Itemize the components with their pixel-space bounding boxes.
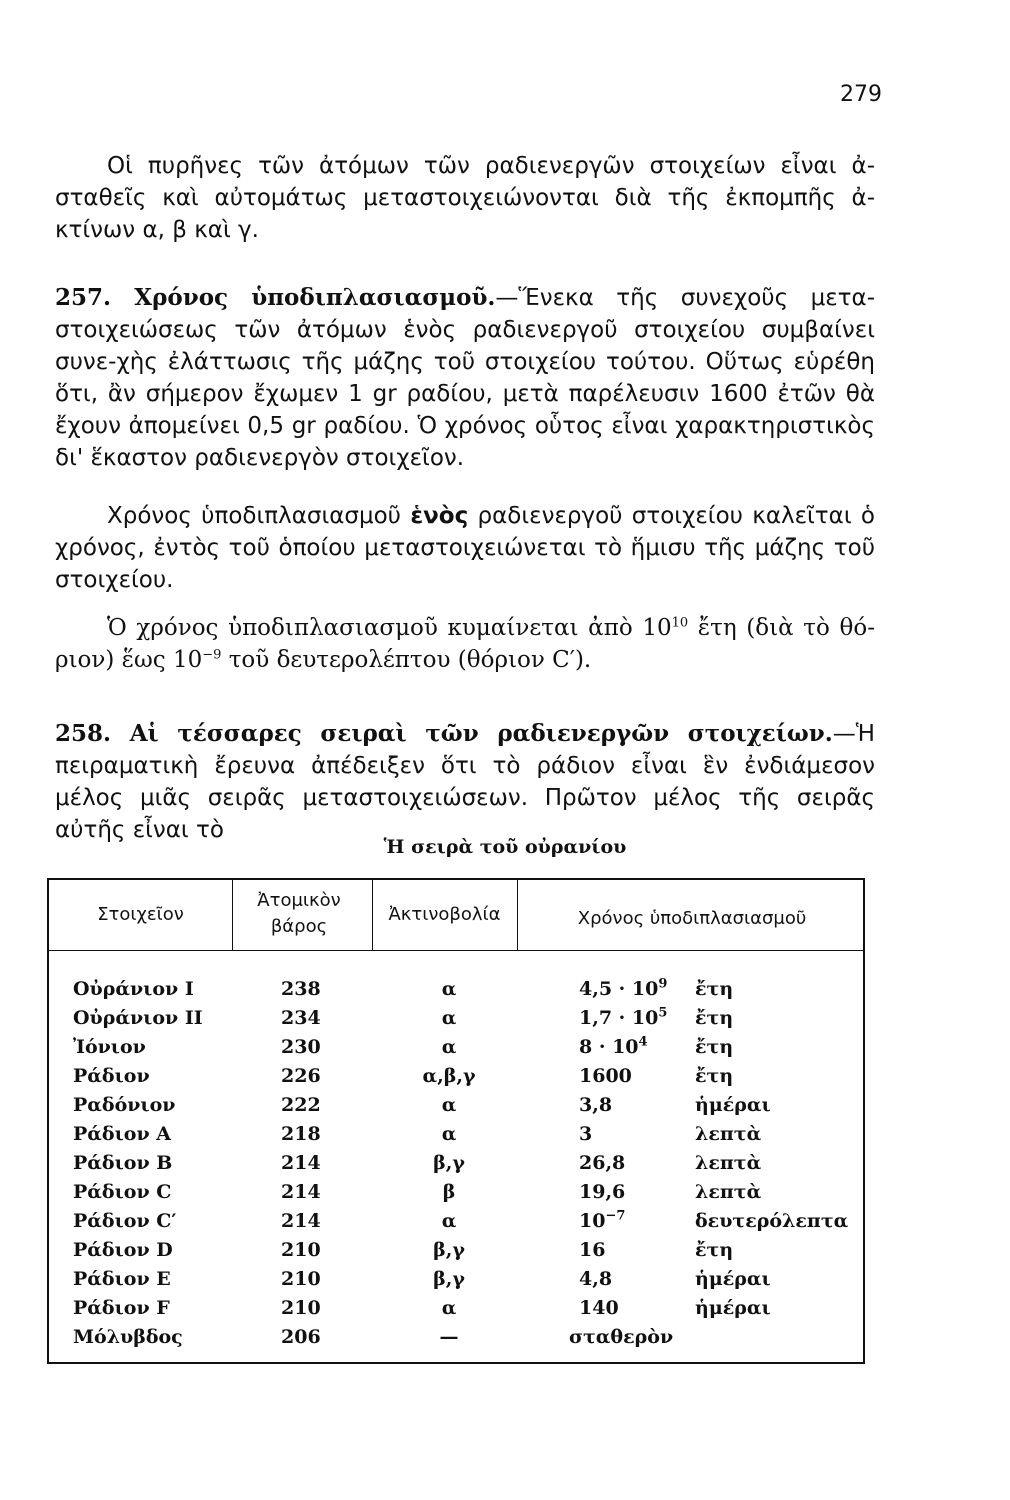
atomic-weight: 218 xyxy=(281,1123,321,1145)
section-257-heading: 257. Χρόνος ὑποδιπλασιασμοῦ. xyxy=(55,284,496,311)
half-life-unit: ἔτη xyxy=(695,1239,734,1261)
radiation-type: β,γ xyxy=(433,1268,465,1290)
definition-term: Χρόνος ὑποδιπλασιασμοῦ xyxy=(107,503,411,529)
half-life-unit: λεπτὰ xyxy=(695,1181,762,1203)
half-life-value: 3 xyxy=(579,1123,593,1145)
header-element: Στοιχεῖον xyxy=(97,904,184,925)
table-row xyxy=(49,978,867,1007)
element-name: Οὐράνιον I xyxy=(73,978,194,1000)
range-sup1: 10 xyxy=(671,615,689,631)
atomic-weight: 226 xyxy=(281,1065,321,1087)
radiation-type: — xyxy=(439,1326,459,1348)
section-257-body: —Ἕνεκα τῆς συνεχοῦς μετα-στοιχειώσεως τῶν ἀτόμων ἑνὸς ραδιενεργοῦ στοιχείου συμβαίνει συνε-χὴς ἐλάττωσις τῆς μάζης τοῦ στοιχείου τούτου. Οὕτως εὑρέθη ὅτι, ἂν σήμερον ἔχωμεν 1 gr ραδίου, μετὰ παρέλευσιν 1600 ἐτῶν θὰ ἔχουν ἀπομείνει 0,5 gr ραδίου. Ὁ χρόνος οὗτος εἶναι χαρακτηριστικὸς δι' ἕκαστον ραδιενεργὸν στοιχεῖον. xyxy=(55,285,875,471)
section-258 xyxy=(55,718,875,846)
half-life-unit: ἡμέραι xyxy=(695,1297,771,1319)
radiation-type: β,γ xyxy=(433,1152,465,1174)
radiation-type: α xyxy=(441,1123,457,1145)
radiation-type: β,γ xyxy=(433,1239,465,1261)
radiation-type: α xyxy=(441,1036,457,1058)
radiation-type: α xyxy=(441,978,457,1000)
definition-rest: ραδιενεργοῦ στοιχείου καλεῖται ὁ χρόνος, ἐντὸς τοῦ ὁποίου μεταστοιχειώνεται τὸ ἥμισυ τῆς μάζης τοῦ στοιχείου. xyxy=(55,503,875,593)
radiation-type: β xyxy=(442,1181,456,1203)
half-life-unit: σταθερὸν xyxy=(569,1326,674,1348)
half-life-unit: ἔτη xyxy=(695,1036,734,1058)
half-life-value: 1600 xyxy=(579,1065,632,1087)
range-a: Ὁ χρόνος ὑποδιπλασιασμοῦ κυμαίνεται ἀπὸ 10 xyxy=(107,615,672,641)
element-name: Ράδιον F xyxy=(73,1297,170,1319)
element-name: Μόλυβδος xyxy=(73,1326,183,1348)
atomic-weight: 234 xyxy=(281,1007,321,1029)
atomic-weight: 230 xyxy=(281,1036,321,1058)
radiation-type: α xyxy=(441,1297,457,1319)
table-row xyxy=(49,1152,867,1181)
half-life-value: 3,8 xyxy=(579,1094,613,1116)
table-row xyxy=(49,1094,867,1123)
radiation-type: α xyxy=(441,1210,457,1232)
atomic-weight: 214 xyxy=(281,1152,321,1174)
table-row xyxy=(49,1065,867,1094)
atomic-weight: 222 xyxy=(281,1094,321,1116)
half-life-value: 140 xyxy=(579,1297,619,1319)
range-c: τοῦ δευτερολέπτου (θόριον C′). xyxy=(221,647,592,673)
table-row xyxy=(49,1239,867,1268)
element-name: Ράδιον xyxy=(73,1065,150,1087)
header-radiation: Ἀκτινοβολία xyxy=(388,904,501,925)
table-title: Ἡ σειρὰ τοῦ οὐρανίου xyxy=(383,836,627,858)
atomic-weight: 210 xyxy=(281,1297,321,1319)
atomic-weight: 210 xyxy=(281,1268,321,1290)
section-258-body: —Ἡ πειραματικὴ ἔρευνα ἀπέδειξεν ὅτι τὸ ράδιον εἶναι ἓν ἐνδιάμεσον μέλος μιᾶς σειρᾶς μεταστοιχειώσεων. Πρῶτον μέλος τῆς σειρᾶς αὐτῆς εἶναι τὸ xyxy=(55,721,875,843)
page-number: 279 xyxy=(840,82,882,107)
radiation-type: α xyxy=(441,1007,457,1029)
definition-bold: ἑνὸς xyxy=(410,503,469,529)
table-row xyxy=(49,1181,867,1210)
column-divider xyxy=(232,880,233,950)
element-name: Ἰόνιον xyxy=(73,1036,146,1058)
element-name: Ράδιον D xyxy=(73,1239,173,1261)
intro-paragraph: Οἱ πυρῆνες τῶν ἀτόμων τῶν ραδιενεργῶν στοιχείων εἶναι ἀ-σταθεῖς καὶ αὐτομάτως μεταστοιχειώνονται διὰ τῆς ἐκπομπῆς ἀ-κτίνων α, β καὶ γ. xyxy=(55,153,875,243)
half-life-unit: λεπτὰ xyxy=(695,1123,762,1145)
table-row xyxy=(49,1007,867,1036)
element-name: Οὐράνιον II xyxy=(73,1007,203,1029)
range-paragraph xyxy=(55,612,875,676)
atomic-weight: 206 xyxy=(281,1326,321,1348)
section-258-heading: 258. Αἱ τέσσαρες σειραὶ τῶν ραδιενεργῶν στοιχείων. xyxy=(55,720,833,747)
header-divider xyxy=(49,950,863,951)
half-life-value: $4,5 \cdot 10^9$ xyxy=(579,976,668,1000)
half-life-unit: ἡμέραι xyxy=(695,1094,771,1116)
element-name: Ράδιον A xyxy=(73,1123,171,1145)
table-row xyxy=(49,1326,867,1355)
table-row xyxy=(49,1036,867,1065)
element-name: Ράδιον B xyxy=(73,1152,173,1174)
range-sup2: −9 xyxy=(202,647,222,663)
half-life-value: 16 xyxy=(579,1239,606,1261)
definition-paragraph xyxy=(55,500,875,596)
atomic-weight: 214 xyxy=(281,1210,321,1232)
uranium-series-table xyxy=(47,878,865,1364)
table-row xyxy=(49,1297,867,1326)
atomic-weight: 214 xyxy=(281,1181,321,1203)
table-row xyxy=(49,1268,867,1297)
element-name: Ράδιον C xyxy=(73,1181,172,1203)
half-life-unit: ἔτη xyxy=(695,978,734,1000)
element-name: Ράδιον E xyxy=(73,1268,171,1290)
half-life-unit: δευτερόλεπτα xyxy=(695,1210,849,1232)
half-life-unit: ἔτη xyxy=(695,1007,734,1029)
header-atomic-weight: Ἀτομικὸν βάρος xyxy=(257,890,341,937)
range-b: ἔτη (διὰ τὸ θό-ριον) ἕως 10 xyxy=(55,615,875,673)
half-life-value: 19,6 xyxy=(579,1181,626,1203)
element-name: Ραδόνιον xyxy=(73,1094,176,1116)
table-row xyxy=(49,1210,867,1239)
header-half-life: Χρόνος ὑποδιπλασιασμοῦ xyxy=(577,908,807,929)
half-life-unit: ἡμέραι xyxy=(695,1268,771,1290)
half-life-value: $10^{-7}$ xyxy=(579,1208,626,1232)
half-life-value: 26,8 xyxy=(579,1152,626,1174)
half-life-value: $1,7 \cdot 10^5$ xyxy=(579,1005,668,1029)
half-life-unit: ἔτη xyxy=(695,1065,734,1087)
radiation-type: α xyxy=(441,1094,457,1116)
element-name: Ράδιον C′ xyxy=(73,1210,177,1232)
half-life-value: $8 \cdot 10^4$ xyxy=(579,1034,648,1058)
half-life-value: 4,8 xyxy=(579,1268,613,1290)
atomic-weight: 210 xyxy=(281,1239,321,1261)
table-row xyxy=(49,1123,867,1152)
radiation-type: α,β,γ xyxy=(422,1065,476,1087)
atomic-weight: 238 xyxy=(281,978,321,1000)
half-life-unit: λεπτὰ xyxy=(695,1152,762,1174)
section-257 xyxy=(55,282,875,474)
